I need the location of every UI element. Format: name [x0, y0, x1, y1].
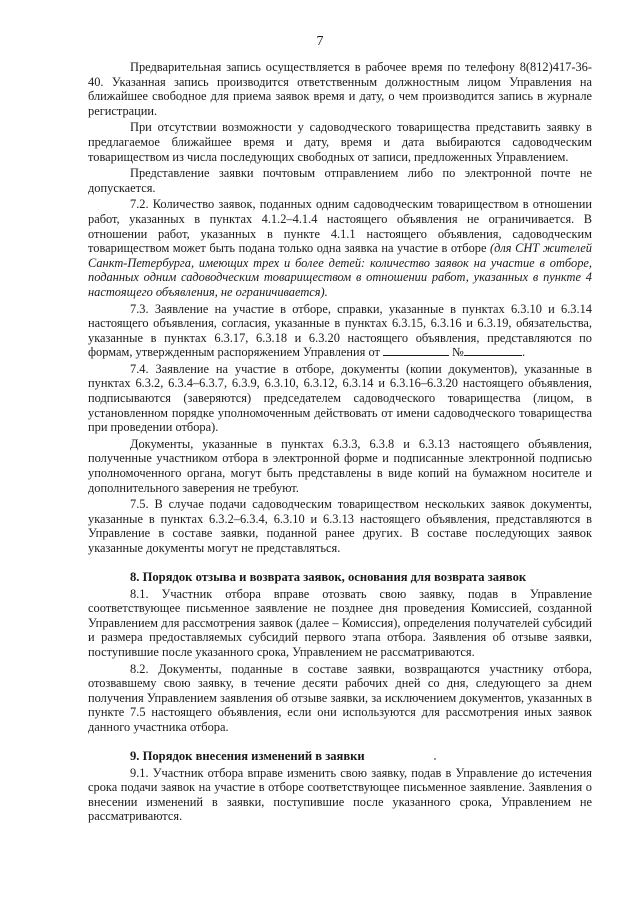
- paragraph-9-1: 9.1. Участник отбора вправе изменить свою заявку, подав в Управление до истечения срока подачи заявок на участие в отборе соответствующее письменное заявление. Заявления о внесении изменений в заявки, поступившие после указанного срока, Управлением не рассматриваются.: [88, 765, 592, 824]
- page-number: 7: [316, 34, 324, 49]
- paragraph-7-5: 7.5. В случае подачи садоводческим товариществом нескольких заявок документы, указанные в пунктах 6.3.2–6.3.4, 6.3.10 и 6.3.13 настоящего объявления, представляются в Управление в составе заявки, поданной ранее других. В составе последующих заявок указанные документы могут не представляться.: [88, 497, 592, 555]
- paragraph-7-4: 7.4. Заявление на участие в отборе, документы (копии документов), указанные в пунктах 6.3.2, 6.3.4–6.3.7, 6.3.9, 6.3.10, 6.3.12, 6.3.14 и 6.3.16–6.3.20 настоящего объявления, подписываются (заверяются) председателем садоводческого товарищества (лицом, в установленном порядке уполномоченным действовать от имени садоводческого товарищества при проведении отбора).: [88, 361, 592, 435]
- paragraph-8-2: 8.2. Документы, поданные в составе заявки, возвращаются участнику отбора, отозвавшему свою заявку, в течение десяти рабочих дней со дня, следующего за днем получения Управлением заявления об отзыве заявки, за исключением документов, указанных в пункте 7.5 настоящего объявления, если они используются для рассмотрения иных заявок данного участника отбора.: [88, 661, 592, 734]
- paragraph-electronic-documents: Документы, указанные в пунктах 6.3.3, 6.3.8 и 6.3.13 настоящего объявления, полученные участником отбора в электронной форме и подписанные электронной подписью уполномоченного органа, могут быть представлены в виде копий на бумажном носителе и дополнительного заверения не требуют.: [88, 436, 592, 495]
- paragraph-7-2-main: 7.2. Количество заявок, поданных одним садоводческим товариществом в отношении работ, указанных в пунктах 4.1.2–4.1.4 настоящего объявления не ограничивается. В отношении работ, указанных в пункте 4.1.1 настоящего объявления, садоводческим товариществом может быть подана только одна заявка на участие в отборе: [88, 197, 592, 256]
- paragraph-8-1: 8.1. Участник отбора вправе отозвать свою заявку, подав в Управление соответствующее письменное заявление не позднее дня проведения Комиссией, созданной Управлением для рассмотрения заявок (далее – Комиссия), определения получателей субсидий и размера предоставляемых субсидий первого этапа отбора. Заявления об отзыве заявки, поступившие после указанного срока, Управлением не рассматриваются.: [88, 586, 592, 659]
- number-blank: [464, 345, 522, 356]
- paragraph-no-mail: Представление заявки почтовым отправлением либо по электронной почте не допускается.: [88, 166, 592, 195]
- paragraph-7-3: [88, 302, 592, 360]
- document-body: [88, 60, 592, 824]
- paragraph-7-3-text: 7.3. Заявление на участие в отборе, справки, указанные в пунктах 6.3.10 и 6.3.14 настоящего объявления, согласия, указанные в пунктах 6.3.15, 6.3.16 и 6.3.19, обязательства, указанные в пунктах 6.3.17, 6.3.18 и 6.3.20 настоящего объявления, представляются по формам, утвержденным распоряжением Управления от: [88, 301, 592, 360]
- number-sign: №: [452, 345, 464, 360]
- paragraph-preliminary-registration: Предварительная запись осуществляется в рабочее время по телефону 8(812)417-36-40. Указанная запись производится ответственным должностным лицом Управления на ближайшее свободное для приема заявок время и дату, о чем производится запись в журнале регистрации.: [88, 60, 592, 118]
- section-heading-8: 8. Порядок отзыва и возврата заявок, основания для возврата заявок: [130, 569, 527, 584]
- paragraph-7-2: [88, 197, 592, 299]
- section-heading-9: 9. Порядок внесения изменений в заявки: [130, 748, 365, 763]
- date-blank: [383, 345, 449, 356]
- paragraph-alternative-time: При отсутствии возможности у садоводческого товарищества представить заявку в предлагаемое ближайшее время и дату, время и дата выбираются садоводческим товариществом из числа последующих свободных от записи, предложенных Управлением.: [88, 120, 592, 164]
- scan-speck: [434, 758, 436, 760]
- paragraph-7-3-end: .: [521, 345, 526, 360]
- paragraph-7-2-italic: (для СНТ жителей Санкт-Петербурга, имеющих трех и более детей: количество заявок на участие в отборе, поданных одним садоводческим товариществом в отношении работ, указанных в пункте 4 настоящего объявления, не ограничивается).: [88, 241, 592, 299]
